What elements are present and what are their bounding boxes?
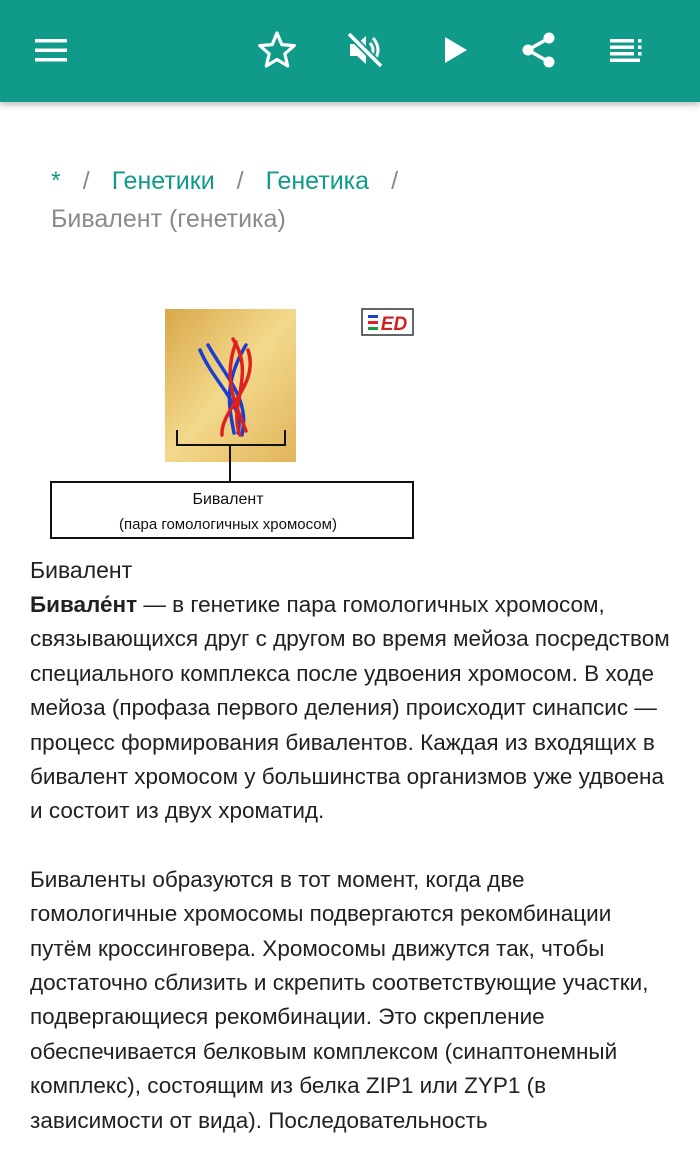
playlist-button[interactable] [599, 22, 655, 78]
play-button[interactable] [426, 22, 482, 78]
playlist-icon [607, 30, 647, 70]
ed-logo-text: ED [380, 314, 408, 335]
breadcrumb-genetika-link[interactable]: Генетика [265, 167, 370, 195]
breadcrumb [51, 162, 671, 238]
breadcrumb-separator: / [82, 167, 90, 195]
mute-button[interactable] [337, 22, 393, 78]
favorite-button[interactable] [249, 22, 305, 78]
volume-off-icon [345, 30, 385, 70]
menu-button[interactable] [23, 22, 79, 78]
article-term: Бивале́нт [30, 592, 138, 617]
article-paragraph-text: — в генетике пара гомологичных хромосом, связывающихся друг с другом во время мейоза посредством специального комплекса после удвоения хромосом. В ходе мейоза (профаза первого деления) происходит синапсис — процесс формирования бивалентов. Каждая из входящих в бивалент хромосом у большинства организмов уже удвоена и состоит из двух хроматид. [30, 592, 670, 824]
figure-label-subtitle: (пара гомологичных хромосом) [119, 516, 337, 533]
article-body [30, 588, 675, 1172]
top-app-bar [0, 0, 700, 102]
play-icon [434, 30, 474, 70]
breadcrumb-separator: / [391, 167, 399, 195]
menu-icon [31, 30, 71, 70]
breadcrumb-current: Бивалент (генетика) [51, 205, 286, 233]
breadcrumb-separator: / [236, 167, 244, 195]
share-button[interactable] [511, 22, 567, 78]
breadcrumb-genetiki-link[interactable]: Генетики [111, 167, 215, 195]
star-outline-icon [257, 30, 297, 70]
article-figure[interactable] [50, 305, 415, 541]
figure-label-title: Бивалент [192, 491, 264, 508]
share-icon [519, 30, 559, 70]
article-paragraph [30, 588, 675, 829]
bivalent-illustration [50, 305, 415, 541]
ed-logo [362, 309, 413, 335]
breadcrumb-root-link[interactable]: * [51, 167, 61, 195]
figure-caption: Бивалент [30, 557, 133, 583]
article-paragraph: Биваленты образуются в тот момент, когда две гомологичные хромосомы подвергаются рекомбинации путём кроссинговера. Хромосомы движутся так, чтобы достаточно сблизить и скрепить соответствующие участки, подвергающиеся рекомбинации. Это скрепление обеспечивается белковым комплексом (синаптонемный комплекс), состоящим из белка ZIP1 или ZYP1 (в зависимости от вида). Последовательность [30, 866, 649, 1133]
